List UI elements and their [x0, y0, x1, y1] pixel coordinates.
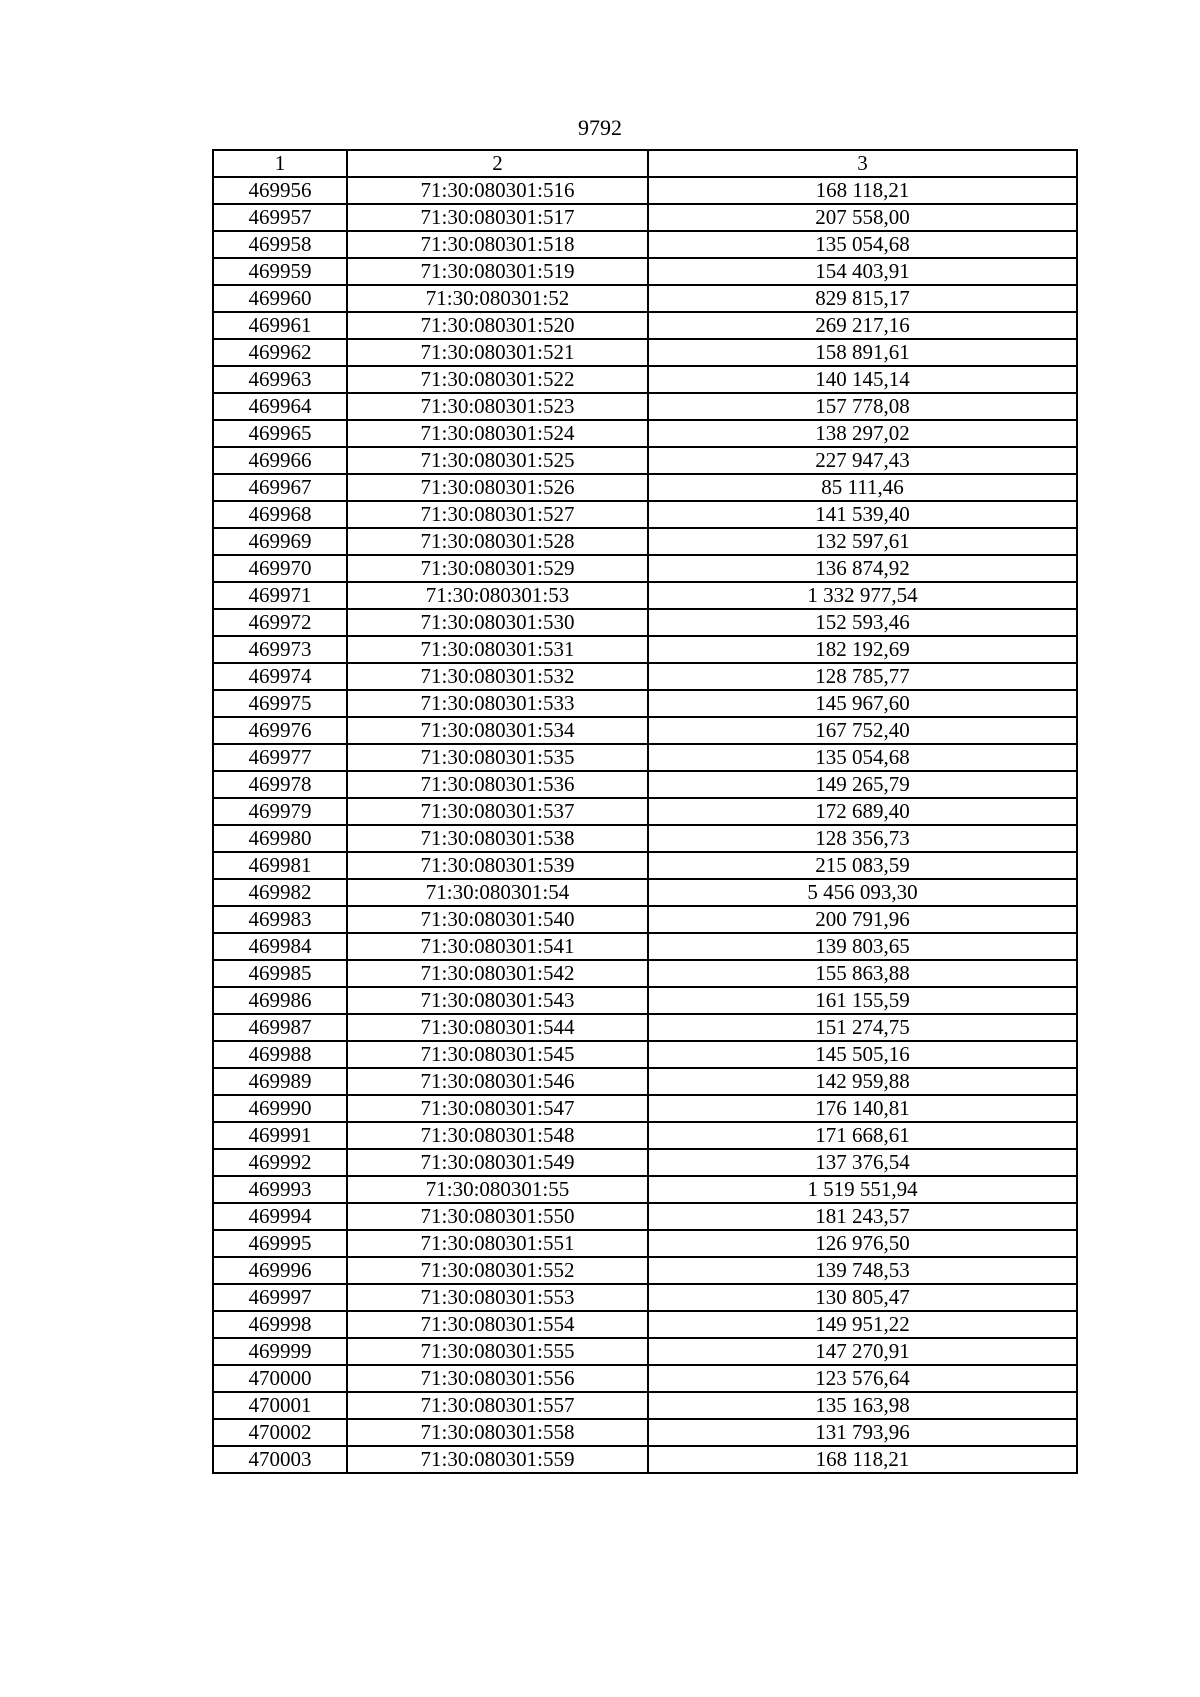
cadastral-number-cell: 71:30:080301:524	[347, 420, 648, 447]
row-number-cell: 469959	[213, 258, 347, 285]
table-row	[213, 1095, 1077, 1122]
cadastral-number-cell: 71:30:080301:559	[347, 1446, 648, 1473]
cadastral-number-cell: 71:30:080301:528	[347, 528, 648, 555]
table-row	[213, 636, 1077, 663]
table-row	[213, 1041, 1077, 1068]
value-cell: 149 951,22	[648, 1311, 1077, 1338]
table-row	[213, 231, 1077, 258]
column-header-1: 1	[213, 150, 347, 177]
table-row	[213, 1392, 1077, 1419]
cadastral-number-cell: 71:30:080301:552	[347, 1257, 648, 1284]
cadastral-number-cell: 71:30:080301:557	[347, 1392, 648, 1419]
row-number-cell: 469961	[213, 312, 347, 339]
table-row	[213, 1068, 1077, 1095]
value-cell: 140 145,14	[648, 366, 1077, 393]
row-number-cell: 469998	[213, 1311, 347, 1338]
table-row	[213, 474, 1077, 501]
value-cell: 167 752,40	[648, 717, 1077, 744]
cadastral-number-cell: 71:30:080301:522	[347, 366, 648, 393]
row-number-cell: 469981	[213, 852, 347, 879]
table-row	[213, 852, 1077, 879]
row-number-cell: 469963	[213, 366, 347, 393]
row-number-cell: 469997	[213, 1284, 347, 1311]
cadastral-number-cell: 71:30:080301:539	[347, 852, 648, 879]
table-row	[213, 798, 1077, 825]
row-number-cell: 469973	[213, 636, 347, 663]
table-row	[213, 366, 1077, 393]
cadastral-number-cell: 71:30:080301:523	[347, 393, 648, 420]
value-cell: 128 785,77	[648, 663, 1077, 690]
cadastral-number-cell: 71:30:080301:529	[347, 555, 648, 582]
table-row	[213, 744, 1077, 771]
value-cell: 1 332 977,54	[648, 582, 1077, 609]
cadastral-number-cell: 71:30:080301:551	[347, 1230, 648, 1257]
value-cell: 139 748,53	[648, 1257, 1077, 1284]
row-number-cell: 469999	[213, 1338, 347, 1365]
table-row	[213, 1230, 1077, 1257]
page-number: 9792	[578, 115, 622, 140]
row-number-cell: 469992	[213, 1149, 347, 1176]
table-row	[213, 879, 1077, 906]
cadastral-number-cell: 71:30:080301:527	[347, 501, 648, 528]
value-cell: 141 539,40	[648, 501, 1077, 528]
table-header	[213, 150, 1077, 177]
row-number-cell: 469976	[213, 717, 347, 744]
value-cell: 147 270,91	[648, 1338, 1077, 1365]
row-number-cell: 469986	[213, 987, 347, 1014]
value-cell: 126 976,50	[648, 1230, 1077, 1257]
table-row	[213, 258, 1077, 285]
row-number-cell: 469988	[213, 1041, 347, 1068]
row-number-cell: 469984	[213, 933, 347, 960]
value-cell: 829 815,17	[648, 285, 1077, 312]
table-row	[213, 825, 1077, 852]
row-number-cell: 469985	[213, 960, 347, 987]
value-cell: 149 265,79	[648, 771, 1077, 798]
table-body	[213, 177, 1077, 1473]
cadastral-number-cell: 71:30:080301:53	[347, 582, 648, 609]
table-row	[213, 960, 1077, 987]
value-cell: 155 863,88	[648, 960, 1077, 987]
table-row	[213, 1311, 1077, 1338]
row-number-cell: 469972	[213, 609, 347, 636]
table-row	[213, 339, 1077, 366]
value-cell: 152 593,46	[648, 609, 1077, 636]
row-number-cell: 470001	[213, 1392, 347, 1419]
table-row	[213, 1176, 1077, 1203]
table-row	[213, 717, 1077, 744]
value-cell: 135 054,68	[648, 744, 1077, 771]
value-cell: 1 519 551,94	[648, 1176, 1077, 1203]
cadastral-number-cell: 71:30:080301:540	[347, 906, 648, 933]
row-number-cell: 469977	[213, 744, 347, 771]
row-number-cell: 469966	[213, 447, 347, 474]
cadastral-number-cell: 71:30:080301:542	[347, 960, 648, 987]
row-number-cell: 469979	[213, 798, 347, 825]
row-number-cell: 470003	[213, 1446, 347, 1473]
value-cell: 158 891,61	[648, 339, 1077, 366]
value-cell: 176 140,81	[648, 1095, 1077, 1122]
data-table	[212, 149, 1078, 1474]
cadastral-number-cell: 71:30:080301:516	[347, 177, 648, 204]
row-number-cell: 470000	[213, 1365, 347, 1392]
table-row	[213, 1419, 1077, 1446]
row-number-cell: 469960	[213, 285, 347, 312]
value-cell: 145 505,16	[648, 1041, 1077, 1068]
value-cell: 200 791,96	[648, 906, 1077, 933]
cadastral-number-cell: 71:30:080301:517	[347, 204, 648, 231]
cadastral-number-cell: 71:30:080301:532	[347, 663, 648, 690]
cadastral-number-cell: 71:30:080301:554	[347, 1311, 648, 1338]
cadastral-number-cell: 71:30:080301:547	[347, 1095, 648, 1122]
cadastral-number-cell: 71:30:080301:544	[347, 1014, 648, 1041]
table-row	[213, 1257, 1077, 1284]
row-number-cell: 469990	[213, 1095, 347, 1122]
value-cell: 135 054,68	[648, 231, 1077, 258]
row-number-cell: 469974	[213, 663, 347, 690]
value-cell: 142 959,88	[648, 1068, 1077, 1095]
row-number-cell: 469970	[213, 555, 347, 582]
row-number-cell: 469967	[213, 474, 347, 501]
value-cell: 145 967,60	[648, 690, 1077, 717]
table-row	[213, 933, 1077, 960]
row-number-cell: 469962	[213, 339, 347, 366]
cadastral-number-cell: 71:30:080301:525	[347, 447, 648, 474]
table-row	[213, 1122, 1077, 1149]
table-row	[213, 1149, 1077, 1176]
cadastral-number-cell: 71:30:080301:541	[347, 933, 648, 960]
table-row	[213, 177, 1077, 204]
table-row	[213, 771, 1077, 798]
cadastral-number-cell: 71:30:080301:530	[347, 609, 648, 636]
value-cell: 139 803,65	[648, 933, 1077, 960]
value-cell: 136 874,92	[648, 555, 1077, 582]
value-cell: 161 155,59	[648, 987, 1077, 1014]
table-row	[213, 1203, 1077, 1230]
row-number-cell: 469958	[213, 231, 347, 258]
row-number-cell: 469989	[213, 1068, 347, 1095]
value-cell: 168 118,21	[648, 1446, 1077, 1473]
value-cell: 168 118,21	[648, 177, 1077, 204]
table-row	[213, 312, 1077, 339]
cadastral-number-cell: 71:30:080301:545	[347, 1041, 648, 1068]
cadastral-number-cell: 71:30:080301:55	[347, 1176, 648, 1203]
row-number-cell: 469991	[213, 1122, 347, 1149]
row-number-cell: 469957	[213, 204, 347, 231]
cadastral-number-cell: 71:30:080301:555	[347, 1338, 648, 1365]
cadastral-number-cell: 71:30:080301:556	[347, 1365, 648, 1392]
header-row	[213, 150, 1077, 177]
cadastral-number-cell: 71:30:080301:52	[347, 285, 648, 312]
cadastral-number-cell: 71:30:080301:549	[347, 1149, 648, 1176]
value-cell: 182 192,69	[648, 636, 1077, 663]
value-cell: 181 243,57	[648, 1203, 1077, 1230]
value-cell: 151 274,75	[648, 1014, 1077, 1041]
value-cell: 131 793,96	[648, 1419, 1077, 1446]
cadastral-number-cell: 71:30:080301:535	[347, 744, 648, 771]
row-number-cell: 469968	[213, 501, 347, 528]
table-row	[213, 609, 1077, 636]
cadastral-number-cell: 71:30:080301:550	[347, 1203, 648, 1230]
table-row	[213, 501, 1077, 528]
row-number-cell: 470002	[213, 1419, 347, 1446]
cadastral-number-cell: 71:30:080301:558	[347, 1419, 648, 1446]
row-number-cell: 469980	[213, 825, 347, 852]
value-cell: 171 668,61	[648, 1122, 1077, 1149]
table-row	[213, 1014, 1077, 1041]
value-cell: 215 083,59	[648, 852, 1077, 879]
value-cell: 138 297,02	[648, 420, 1077, 447]
cadastral-number-cell: 71:30:080301:536	[347, 771, 648, 798]
row-number-cell: 469965	[213, 420, 347, 447]
row-number-cell: 469994	[213, 1203, 347, 1230]
value-cell: 135 163,98	[648, 1392, 1077, 1419]
cadastral-number-cell: 71:30:080301:520	[347, 312, 648, 339]
table-row	[213, 987, 1077, 1014]
row-number-cell: 469993	[213, 1176, 347, 1203]
cadastral-number-cell: 71:30:080301:543	[347, 987, 648, 1014]
table-row	[213, 1446, 1077, 1473]
row-number-cell: 469969	[213, 528, 347, 555]
column-header-3: 3	[648, 150, 1077, 177]
row-number-cell: 469987	[213, 1014, 347, 1041]
cadastral-number-cell: 71:30:080301:518	[347, 231, 648, 258]
row-number-cell: 469983	[213, 906, 347, 933]
value-cell: 154 403,91	[648, 258, 1077, 285]
value-cell: 123 576,64	[648, 1365, 1077, 1392]
table-row	[213, 1338, 1077, 1365]
cadastral-number-cell: 71:30:080301:54	[347, 879, 648, 906]
row-number-cell: 469995	[213, 1230, 347, 1257]
cadastral-number-cell: 71:30:080301:534	[347, 717, 648, 744]
row-number-cell: 469975	[213, 690, 347, 717]
column-header-2: 2	[347, 150, 648, 177]
row-number-cell: 469978	[213, 771, 347, 798]
row-number-cell: 469982	[213, 879, 347, 906]
table-row	[213, 906, 1077, 933]
table-row	[213, 1365, 1077, 1392]
value-cell: 85 111,46	[648, 474, 1077, 501]
table-row	[213, 555, 1077, 582]
table-row	[213, 663, 1077, 690]
value-cell: 5 456 093,30	[648, 879, 1077, 906]
table-row	[213, 420, 1077, 447]
row-number-cell: 469964	[213, 393, 347, 420]
cadastral-number-cell: 71:30:080301:553	[347, 1284, 648, 1311]
cadastral-number-cell: 71:30:080301:521	[347, 339, 648, 366]
cadastral-number-cell: 71:30:080301:519	[347, 258, 648, 285]
row-number-cell: 469996	[213, 1257, 347, 1284]
value-cell: 128 356,73	[648, 825, 1077, 852]
table-row	[213, 447, 1077, 474]
table-row	[213, 204, 1077, 231]
row-number-cell: 469971	[213, 582, 347, 609]
cadastral-number-cell: 71:30:080301:538	[347, 825, 648, 852]
cadastral-number-cell: 71:30:080301:537	[347, 798, 648, 825]
table-row	[213, 528, 1077, 555]
cadastral-number-cell: 71:30:080301:533	[347, 690, 648, 717]
row-number-cell: 469956	[213, 177, 347, 204]
value-cell: 172 689,40	[648, 798, 1077, 825]
value-cell: 132 597,61	[648, 528, 1077, 555]
value-cell: 269 217,16	[648, 312, 1077, 339]
table-row	[213, 1284, 1077, 1311]
cadastral-number-cell: 71:30:080301:531	[347, 636, 648, 663]
value-cell: 137 376,54	[648, 1149, 1077, 1176]
table-row	[213, 285, 1077, 312]
cadastral-number-cell: 71:30:080301:546	[347, 1068, 648, 1095]
value-cell: 207 558,00	[648, 204, 1077, 231]
value-cell: 130 805,47	[648, 1284, 1077, 1311]
table-row	[213, 582, 1077, 609]
value-cell: 227 947,43	[648, 447, 1077, 474]
table-row	[213, 690, 1077, 717]
value-cell: 157 778,08	[648, 393, 1077, 420]
table-row	[213, 393, 1077, 420]
cadastral-number-cell: 71:30:080301:548	[347, 1122, 648, 1149]
cadastral-number-cell: 71:30:080301:526	[347, 474, 648, 501]
